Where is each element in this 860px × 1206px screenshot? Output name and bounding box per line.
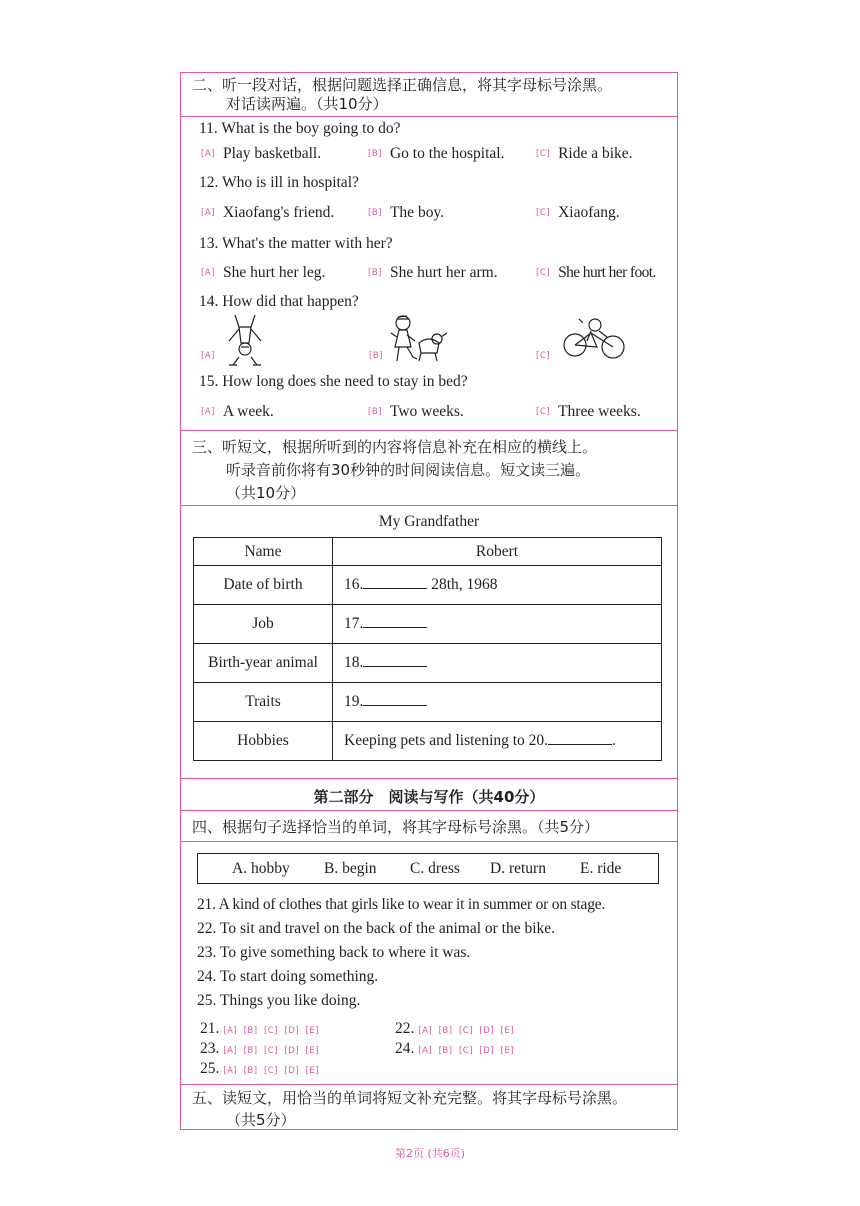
option-11c[interactable]: [C] Ride a bike. [536,145,633,162]
option-15a[interactable]: [A] A week. [201,403,274,420]
grandfather-info-table [193,537,662,761]
table-row [194,722,662,761]
row-value[interactable]: 17. [333,605,662,644]
option-14c-tag[interactable]: [C] [536,351,551,361]
row-value[interactable]: 18. [333,644,662,683]
row-label: Traits [194,683,333,722]
option-12c[interactable]: [C] Xiaofang. [536,204,620,221]
word-bank [197,853,659,884]
sentence-25: 25. Things you like doing. [197,992,361,1009]
table-row [194,683,662,722]
divider [181,116,677,117]
option-13c[interactable]: [C] She hurt her foot. [536,264,656,281]
option-13a[interactable]: [A] She hurt her leg. [201,264,326,281]
row-value[interactable]: Keeping pets and listening to 20. . [333,722,662,761]
divider [181,1084,677,1085]
question-15: 15. How long does she need to stay in bed? [199,373,468,390]
divider [181,778,677,779]
option-13b[interactable]: [B] She hurt her arm. [368,264,498,281]
row-value[interactable]: 19. [333,683,662,722]
question-12: 12. Who is ill in hospital? [199,174,359,191]
table-row [194,605,662,644]
row-label: Date of birth [194,566,333,605]
sentence-24: 24. To start doing something. [197,968,379,985]
option-14b-tag[interactable]: [B] [369,351,383,361]
answer-blank [548,732,612,745]
section3-heading-line2: 听录音前你将有30秒钟的时间阅读信息。短文读三遍。 [226,461,591,479]
table-row [194,644,662,683]
word-d: D. return [490,860,546,877]
part2-title: 第二部分 阅读与写作（共40分） [313,788,545,806]
row-label: Birth-year animal [194,644,333,683]
divider [181,810,677,811]
question-11: 11. What is the boy going to do? [199,120,401,137]
option-15c[interactable]: [C] Three weeks. [536,403,641,420]
row-value: Robert [333,538,662,566]
answer-sheet-page [180,72,678,1130]
option-15b[interactable]: [B] Two weeks. [368,403,464,420]
table-row [194,566,662,605]
answer-blank [363,693,427,706]
question-13: 13. What's the matter with her? [199,235,393,252]
answer-blank [363,576,427,589]
word-a: A. hobby [232,860,290,877]
table-row [194,538,662,566]
row-label: Job [194,605,333,644]
answer-row-23[interactable]: 23. [A] [B] [C] [D] [E] [200,1040,320,1057]
sentence-22: 22. To sit and travel on the back of the animal or the bike. [197,920,556,937]
answer-blank [363,654,427,667]
answer-row-25[interactable]: 25. [A] [B] [C] [D] [E] [200,1060,320,1077]
table-title: My Grandfather [378,513,480,530]
page-footer: 第2页 (共6页) [394,1147,466,1160]
bike-fall-illustration [561,315,627,367]
section5-heading-line2: （共5分） [226,1111,296,1129]
girl-with-dog-illustration [389,313,451,368]
section5-heading: 五、读短文，用恰当的单词将短文补充完整。将其字母标号涂黑。 [192,1089,628,1107]
option-12b[interactable]: [B] The boy. [368,204,445,221]
divider [181,841,677,842]
section4-heading: 四、根据句子选择恰当的单词，将其字母标号涂黑。（共5分） [192,818,600,836]
answer-row-21[interactable]: 21. [A] [B] [C] [D] [E] [200,1020,320,1037]
section3-heading-line3: （共10分） [226,484,306,502]
answer-row-24[interactable]: 24. [A] [B] [C] [D] [E] [395,1040,515,1057]
answer-blank [363,615,427,628]
row-label: Name [194,538,333,566]
word-e: E. ride [580,860,622,877]
sentence-21: 21. A kind of clothes that girls like to wear it in summer or on stage. [197,896,606,913]
word-b: B. begin [324,860,377,877]
handstand-boy-illustration [225,313,265,368]
divider [181,430,677,431]
answer-row-22[interactable]: 22. [A] [B] [C] [D] [E] [395,1020,515,1037]
sentence-23: 23. To give something back to where it was. [197,944,471,961]
row-label: Hobbies [194,722,333,761]
question-14: 14. How did that happen? [199,293,359,310]
option-11a[interactable]: [A] Play basketball. [201,145,322,162]
section3-heading: 三、听短文，根据所听到的内容将信息补充在相应的横线上。 [192,438,598,456]
option-12a[interactable]: [A] Xiaofang's friend. [201,204,335,221]
section2-heading-line2: 对话读两遍。（共10分） [226,95,388,113]
section2-heading: 二、听一段对话，根据问题选择正确信息，将其字母标号涂黑。 [192,76,613,94]
word-c: C. dress [410,860,460,877]
divider [181,505,677,506]
row-value[interactable]: 16. 28th, 1968 [333,566,662,605]
option-14a-tag[interactable]: [A] [201,351,215,361]
option-11b[interactable]: [B] Go to the hospital. [368,145,505,162]
